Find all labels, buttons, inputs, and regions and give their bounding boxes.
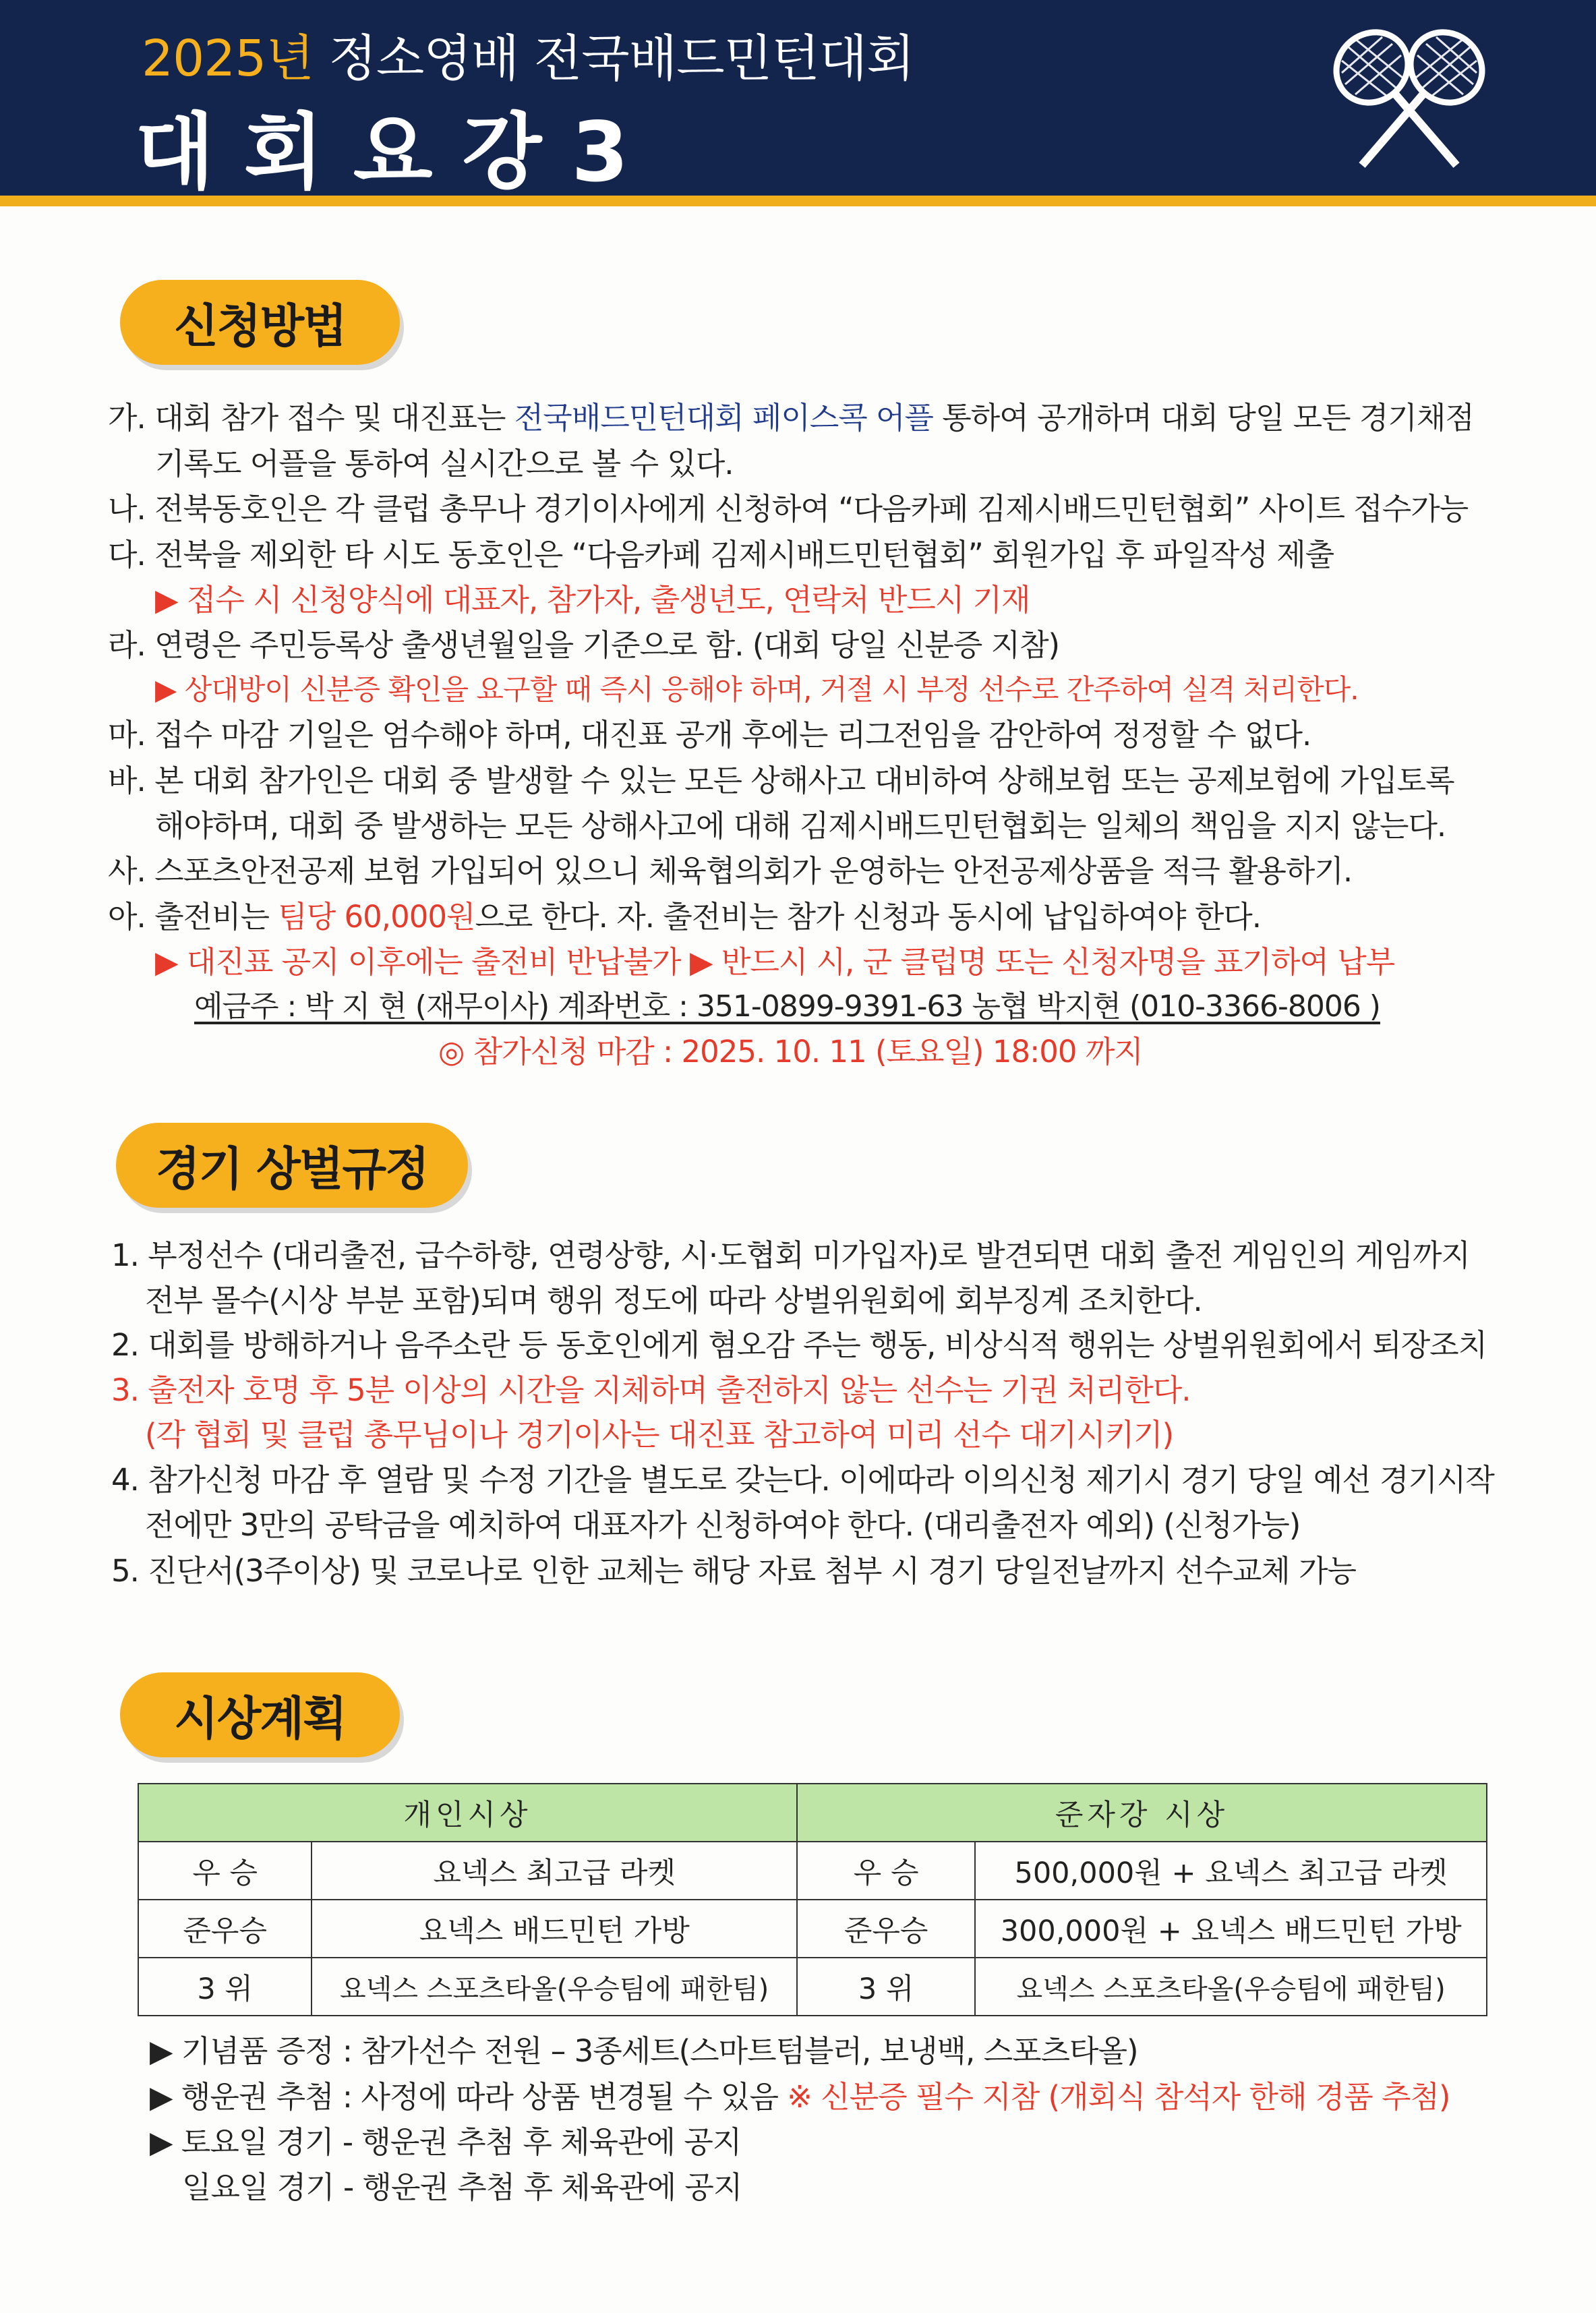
header-subtitle-text: 정소영배 전국배드민턴대회 (328, 30, 914, 88)
rule-2: 2. 대회를 방해하거나 음주소란 등 동호인에게 혐오감 주는 행동, 비상식적 행위는 상벌위원회에서 퇴장조치 (111, 1327, 1487, 1363)
rule-1-cont: 전부 몰수(시상 부분 포함)되며 행위 정도에 따라 상벌위원회에 회부징계 조치한다. (145, 1283, 1202, 1318)
apply-item-a-cont: 기록도 어플을 통하여 실시간으로 볼 수 있다. (155, 446, 734, 481)
prize-col-team: 준자강 시상 (797, 1784, 1487, 1842)
rule-5: 5. 진단서(3주이상) 및 코로나로 인한 교체는 해당 자료 첨부 시 경기 당일전날까지 선수교체 가능 (111, 1553, 1357, 1589)
prize-team: 500,000원 + 요넥스 최고급 라켓 (975, 1842, 1487, 1900)
prize-note-lottery (150, 2077, 1450, 2117)
apply-fee: 팀당 60,000원 (278, 899, 475, 935)
prize-team: 300,000원 + 요넥스 배드민턴 가방 (975, 1900, 1487, 1958)
apply-item-d: 라. 연령은 주민등록상 출생년월일을 기준으로 함. (대회 당일 신분증 지참) (108, 627, 1060, 663)
apply-item-d-note: ▶ 상대방이 신분증 확인을 요구할 때 즉시 응해야 하며, 거절 시 부정 선수로 간주하여 실격 처리한다. (155, 673, 1359, 706)
rule-1: 1. 부정선수 (대리출전, 급수하향, 연령상향, 시·도협회 미가입자)로 발견되면 대회 출전 게임인의 게임까지 (111, 1237, 1470, 1273)
prize-rank-team: 우 승 (797, 1842, 975, 1900)
apply-item-a-text: 가. 대회 참가 접수 및 대진표는 (108, 400, 514, 436)
prize-note-souvenir: ▶ 기념품 증정 : 참가선수 전원 – 3종세트(스마트텀블러, 보냉백, 스포츠타올) (150, 2033, 1138, 2069)
prize-individual: 요넥스 스포츠타올(우승팀에 패한팀) (312, 1958, 797, 2016)
section-title-rules: 경기 상벌규정 (116, 1123, 468, 1208)
header-year: 2025년 (142, 30, 314, 88)
prize-note-lottery-text: ▶ 행운권 추첨 : 사정에 따라 상품 변경될 수 있음 (150, 2079, 788, 2115)
apply-item-f-cont: 해야하며, 대회 중 발생하는 모든 상해사고에 대해 김제시배드민턴협회는 일체의 책임을 지지 않는다. (155, 808, 1446, 844)
apply-item-a (108, 398, 1474, 438)
bank-account: 예금주 : 박 지 현 (재무이사) 계좌번호 : 351-0899-9391-63 농협 박지현 (010-3366-8006 ) (194, 989, 1380, 1024)
prize-note-sunday: 일요일 경기 - 행운권 추첨 후 체육관에 공지 (182, 2169, 742, 2205)
badminton-rackets-icon (1315, 20, 1504, 175)
apply-item-f: 바. 본 대회 참가인은 대회 중 발생할 수 있는 모든 상해사고 대비하여 상해보험 또는 공제보험에 가입토록 (108, 763, 1454, 798)
rule-3: 3. 출전자 호명 후 5분 이상의 시간을 지체하며 출전하지 않는 선수는 기권 처리한다. (111, 1372, 1191, 1408)
prize-rank: 준우승 (138, 1900, 312, 1958)
header-subtitle (142, 19, 914, 90)
prize-individual: 요넥스 배드민턴 가방 (312, 1900, 797, 1958)
apply-item-a-highlight: 전국배드민턴대회 페이스콕 어플 (514, 400, 933, 436)
prize-note-saturday: ▶ 토요일 경기 - 행운권 추첨 후 체육관에 공지 (150, 2124, 742, 2160)
section-title-apply: 신청방법 (120, 280, 400, 365)
section-title-prize: 시상계획 (120, 1672, 400, 1757)
apply-item-h-pre: 아. 출전비는 (108, 899, 278, 935)
header-title: 대회요강3 (135, 105, 659, 200)
apply-item-h (108, 897, 1261, 937)
prize-table-header (138, 1784, 1487, 1842)
rule-4-cont: 전에만 3만의 공탁금을 예치하여 대표자가 신청하여야 한다. (대리출전자 예외) (신청가능) (145, 1507, 1301, 1543)
prize-rank: 우 승 (138, 1842, 312, 1900)
apply-item-h-post: 으로 한다. 자. 출전비는 참가 신청과 동시에 납입하여야 한다. (475, 899, 1262, 935)
prize-table (138, 1783, 1487, 2016)
prize-note-lottery-red: ※ 신분증 필수 지참 (개회식 참석자 한해 경품 추첨) (787, 2079, 1450, 2115)
prize-col-individual: 개인시상 (138, 1784, 797, 1842)
apply-item-b: 나. 전북동호인은 각 클럽 총무나 경기이사에게 신청하여 “다음카페 김제시배드민턴협회” 사이트 접수가능 (108, 491, 1469, 527)
prize-team: 요넥스 스포츠타올(우승팀에 패한팀) (975, 1958, 1487, 2016)
apply-item-c: 다. 전북을 제외한 타 시도 동호인은 “다음카페 김제시배드민턴협회” 회원가입 후 파일작성 제출 (108, 537, 1334, 573)
apply-item-g: 사. 스포츠안전공제 보험 가입되어 있으니 체육협의회가 운영하는 안전공제상품을 적극 활용하기. (108, 853, 1353, 889)
apply-item-a-rest: 통하여 공개하며 대회 당일 모든 경기채점 (933, 400, 1474, 436)
prize-individual: 요넥스 최고급 라켓 (312, 1842, 797, 1900)
apply-item-e: 마. 접수 마감 기일은 엄수해야 하며, 대진표 공개 후에는 리그전임을 감안하여 정정할 수 없다. (108, 717, 1311, 753)
rule-4: 4. 참가신청 마감 후 열람 및 수정 기간을 별도로 갖는다. 이에따라 이의신청 제기시 경기 당일 예선 경기시작 (111, 1462, 1494, 1498)
prize-rank: 3 위 (138, 1958, 312, 2016)
rule-3-note: (각 협회 및 클럽 총무님이나 경기이사는 대진표 참고하여 미리 선수 대기시키기) (145, 1417, 1174, 1453)
table-row (138, 1842, 1487, 1900)
table-row (138, 1958, 1487, 2016)
apply-deadline: ◎ 참가신청 마감 : 2025. 10. 11 (토요일) 18:00 까지 (438, 1034, 1143, 1070)
prize-rank-team: 준우승 (797, 1900, 975, 1958)
apply-item-c-note: ▶ 접수 시 신청양식에 대표자, 참가자, 출생년도, 연락처 반드시 기재 (155, 582, 1030, 618)
table-row (138, 1900, 1487, 1958)
apply-item-h-note: ▶ 대진표 공지 이후에는 출전비 반납불가 ▶ 반드시 시, 군 클럽명 또는 신청자명을 표기하여 납부 (155, 944, 1395, 980)
prize-rank-team: 3 위 (797, 1958, 975, 2016)
